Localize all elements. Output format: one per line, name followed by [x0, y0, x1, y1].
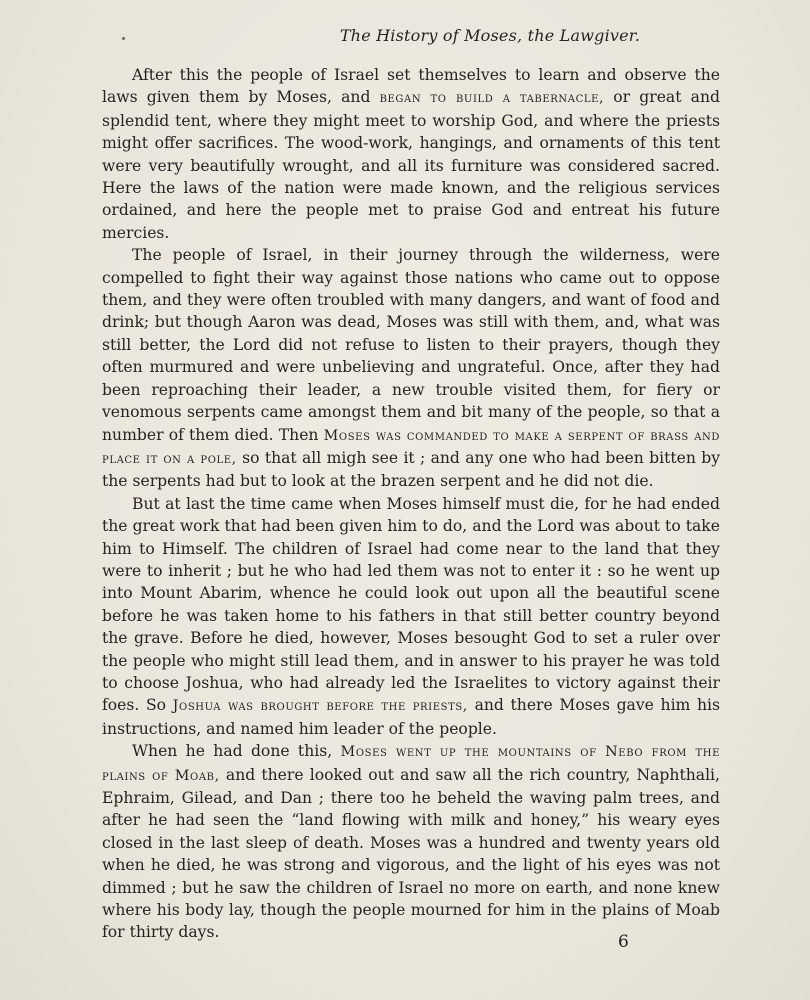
text-run: The people of Israel, in their journey through the wilderness, were compelled to fight their way against those nations who came out to oppose them, and they were often troubled with many dangers, and want of food and drink; but though Aaron was dead, Moses was still with them, and, what was still better, the Lord did not refuse to listen to their prayers, though they often murmured and were unbelieving and ungrateful. Once, after they had been reproaching their leader, a new trouble visited them, for fiery or venomous serpents came amongst them and bit many of the people, so that a number of them died. Then [102, 246, 720, 444]
page-number: 6 [618, 932, 629, 952]
small-caps-run: began to build a tabernacle, [379, 90, 605, 107]
text-run: and there Moses gave him his instructions, and named him leader of the people. [102, 696, 720, 738]
paragraph [102, 740, 720, 944]
paragraph [102, 493, 720, 740]
text-run: so that all migh see it ; and any one who had been bitten by the serpents had but to look at the brazen serpent and he did not die. [102, 448, 720, 491]
running-head [0, 26, 810, 45]
small-caps-run: Joshua was brought before the priests, [172, 698, 468, 715]
paragraph [102, 64, 720, 244]
small-caps-run: Moses went up the mountains of Nebo from the plains of Moab, [102, 744, 721, 784]
text-run: When he had done this, [132, 742, 341, 761]
body-text [102, 64, 720, 944]
text-run: or great and splendid tent, where they might meet to worship God, and where the priests might offer sacrifices. The wood-work, hangings, and ornaments of this tent were very beautifully wrought, and all its furniture was considered sacred. Here the laws of the nation were made known, and the religious services ordained, and here the people met to praise God and entreat his future mercies. [102, 88, 720, 242]
text-run: After this the people of Israel set themselves to learn and observe the laws given them by Moses, and [102, 66, 720, 107]
paragraph [102, 244, 720, 492]
small-caps-run: Moses was commanded to make a serpent of brass and place it on a pole, [102, 427, 720, 467]
running-head-text: The History of Moses, the Lawgiver. [339, 26, 641, 45]
text-run: But at last the time came when Moses himself must die, for he had ended the great work that had been given him to do, and the Lord was about to take him to Himself. The children of Israel had come near to the land that they were to inherit ; but he who had led them was not to enter it : so he went up into Mount Abarim, whence he could look out upon all the beautiful scene before he was taken home to his fathers in that still better country beyond the grave. Before he died, however, Moses besought God to set a ruler over the people who might still lead them, and in answer to his prayer he was told to choose Joshua, who had already led the Israelites to victory against their foes. So [102, 494, 720, 715]
text-run: and there looked out and saw all the rich country, Naphthali, Ephraim, Gilead, and Dan ; there too he beheld the waving palm trees, and after he had seen the “land flowing with milk and honey,” his weary eyes closed in the last sleep of death. Moses was a hundred and twenty years old when he died, he was strong and vigorous, and the light of his eyes was not dimmed ; but he saw the children of Israel no more on earth, and none knew where his body lay, though the people mourned for him in the plains of Moab for thirty days. [102, 765, 720, 942]
